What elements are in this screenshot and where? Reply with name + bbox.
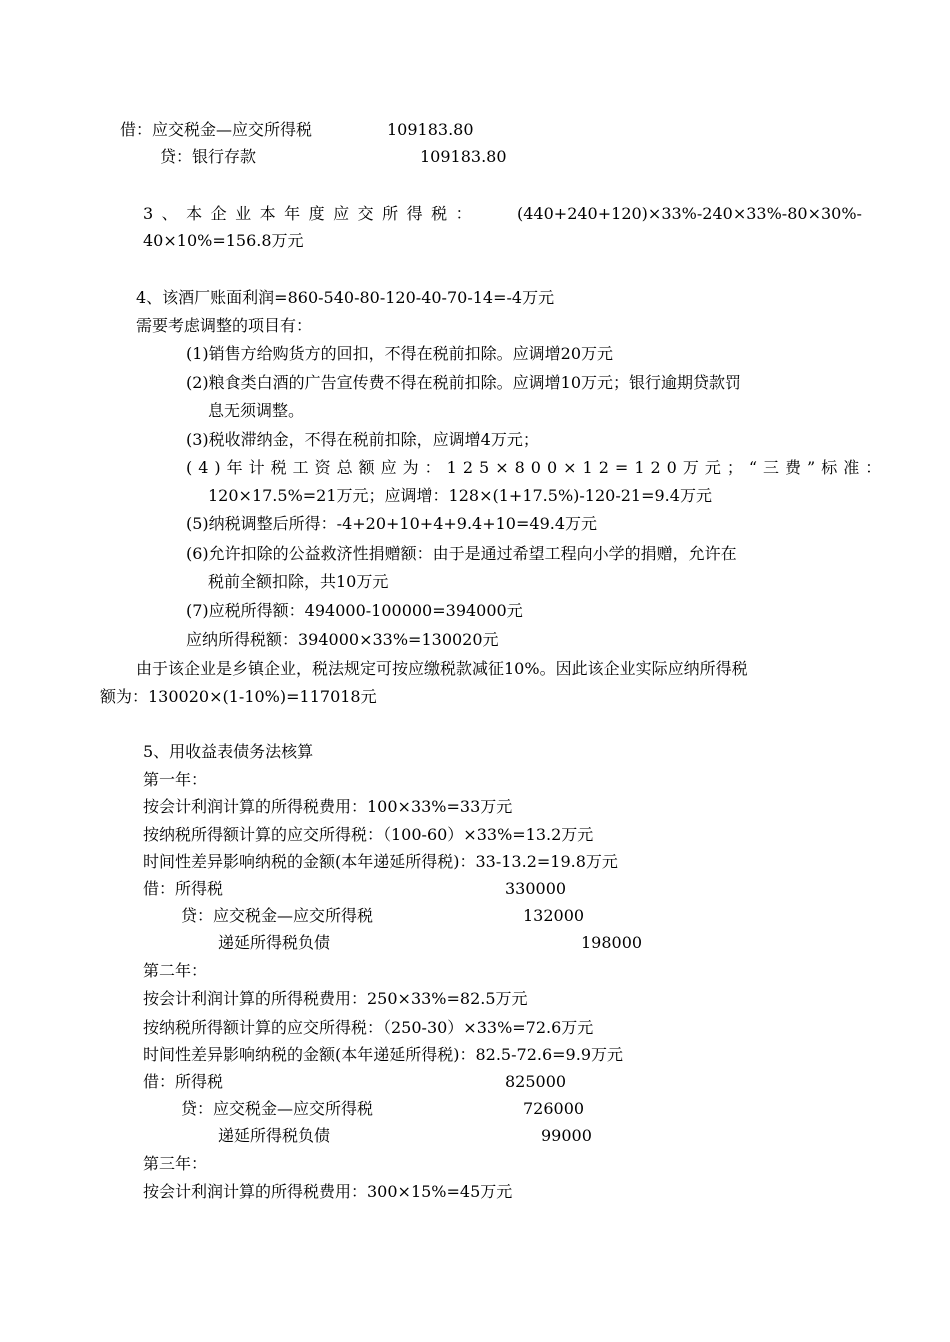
q5-year1-line1: 按会计利润计算的所得税费用：100×33%=33万元 (143, 797, 513, 816)
q5-title: 5、用收益表债务法核算 (143, 742, 314, 761)
q4-conclusion-1: 由于该企业是乡镇企业，税法规定可按应缴税款减征10%。因此该企业实际应纳所得税 (136, 659, 748, 678)
q4-profit: 4、该酒厂账面利润=860-540-80-120-40-70-14=-4万元 (136, 288, 555, 307)
q4-intro: 需要考虑调整的项目有： (136, 316, 313, 335)
q5-year1-debit: 借：所得税 (143, 879, 224, 898)
q3-result: 40×10%=156.8万元 (143, 231, 304, 250)
q5-year2-credit: 贷：应交税金—应交所得税 (181, 1099, 374, 1118)
q3-formula: (440+240+120)×33%-240×33%-80×30%- (517, 204, 862, 223)
q5-year2-line3: 时间性差异影响纳税的金额(本年递延所得税)：82.5-72.6=9.9万元 (143, 1045, 623, 1064)
entry1-credit: 贷：银行存款 (160, 147, 257, 166)
q5-year1-line2: 按纳税所得额计算的应交所得税：（100-60）×33%=13.2万元 (143, 825, 594, 844)
q3-label: 3、本企业本年度应交所得税： (143, 204, 481, 223)
q5-year1-credit-amount: 132000 (523, 906, 585, 925)
q5-year2-line1: 按会计利润计算的所得税费用：250×33%=82.5万元 (143, 989, 528, 1008)
q4-item-1: (1)销售方给购货方的回扣，不得在税前扣除。应调增20万元 (186, 344, 614, 363)
q5-year1-credit2: 递延所得税负债 (218, 933, 331, 952)
q4-item-5: (5)纳税调整后所得：-4+20+10+4+9.4+10=49.4万元 (186, 514, 598, 533)
q5-year2-credit2-amount: 99000 (541, 1126, 592, 1145)
q5-year2-debit: 借：所得税 (143, 1072, 224, 1091)
q5-year1-debit-amount: 330000 (505, 879, 567, 898)
q5-year3-label: 第三年： (143, 1154, 208, 1173)
q4-item-4: (4)年计税工资总额应为：125×800×12=120万元；“三费”标准： (186, 458, 888, 477)
q5-year1-credit: 贷：应交税金—应交所得税 (181, 906, 374, 925)
q5-year1-label: 第一年： (143, 770, 208, 789)
q4-item-6-cont: 税前全额扣除，共10万元 (208, 572, 389, 591)
entry1-debit: 借：应交税金—应交所得税 (120, 120, 313, 139)
q4-item-2: (2)粮食类白酒的广告宣传费不得在税前扣除。应调增10万元；银行逾期贷款罚 (186, 373, 742, 392)
q4-item-3: (3)税收滞纳金，不得在税前扣除，应调增4万元； (186, 430, 539, 449)
q5-year2-credit2: 递延所得税负债 (218, 1126, 331, 1145)
q5-year2-label: 第二年： (143, 961, 208, 980)
q4-item-7: (7)应税所得额：494000-100000=394000元 (186, 601, 523, 620)
q5-year3-line1: 按会计利润计算的所得税费用：300×15%=45万元 (143, 1182, 513, 1201)
q4-tax-payable: 应纳所得税额：394000×33%=130020元 (186, 630, 499, 649)
q5-year2-credit-amount: 726000 (523, 1099, 585, 1118)
q5-year2-line2: 按纳税所得额计算的应交所得税：（250-30）×33%=72.6万元 (143, 1018, 594, 1037)
q4-item-4-cont: 120×17.5%=21万元；应调增：128×(1+17.5%)-120-21=9.4万元 (208, 486, 712, 505)
q5-year1-line3: 时间性差异影响纳税的金额(本年递延所得税)：33-13.2=19.8万元 (143, 852, 618, 871)
q4-conclusion-2: 额为：130020×(1-10%)=117018元 (100, 687, 377, 706)
q4-item-6: (6)允许扣除的公益救济性捐赠额：由于是通过希望工程向小学的捐赠，允许在 (186, 544, 737, 563)
entry1-credit-amount: 109183.80 (420, 147, 507, 166)
q4-item-2-cont: 息无须调整。 (208, 401, 305, 420)
entry1-debit-amount: 109183.80 (387, 120, 474, 139)
q5-year2-debit-amount: 825000 (505, 1072, 567, 1091)
q5-year1-credit2-amount: 198000 (581, 933, 643, 952)
